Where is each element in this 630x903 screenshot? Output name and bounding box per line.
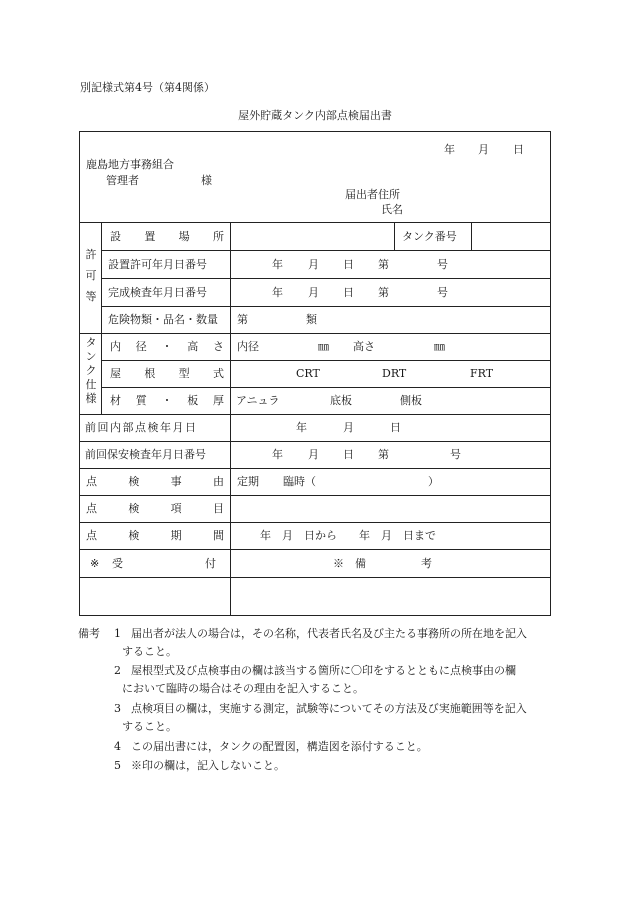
rule xyxy=(79,468,551,469)
inspection-reason-label xyxy=(86,476,224,487)
reason-temporary: 臨時（ xyxy=(283,475,316,488)
rule-label-column xyxy=(230,222,231,616)
note-number: 4 xyxy=(114,740,121,753)
completion-day: 日 xyxy=(343,286,354,299)
permit-day: 日 xyxy=(343,258,354,271)
label-char: 置 xyxy=(144,230,156,243)
date-year: 年 xyxy=(444,143,455,156)
notifier-address-label: 届出者住所 xyxy=(345,188,400,201)
tank-group-char: タ xyxy=(85,336,97,349)
note-text: 点検項目の欄は，実施する測定，試験等についてその方法及び実施範囲等を記入 xyxy=(131,702,527,715)
hazard-rui: 類 xyxy=(306,313,317,326)
rule xyxy=(79,549,551,550)
prev-safety-dai: 第 xyxy=(378,448,389,461)
reason-periodic: 定期 xyxy=(237,475,259,488)
prev-safety-year: 年 xyxy=(272,448,283,461)
label-char: さ xyxy=(213,340,224,353)
rule xyxy=(79,577,551,578)
label-char: 内 xyxy=(110,340,121,353)
note-text: 屋根型式及び点検事由の欄は該当する箇所に〇印をするとともに点検事由の欄 xyxy=(131,664,516,677)
tank-group-char: ン xyxy=(85,350,97,363)
permit-date-label: 設置許可年月日番号 xyxy=(108,258,207,271)
note-text-continued: において臨時の場合はその理由を記入すること。 xyxy=(122,682,364,695)
label-char: 期 xyxy=(170,529,182,542)
rule xyxy=(101,278,551,279)
rule xyxy=(79,522,551,523)
label-char: 屋 xyxy=(110,367,121,380)
label-char: 項 xyxy=(170,502,182,515)
addressee-organization: 鹿島地方事務組合 xyxy=(86,158,174,171)
rule xyxy=(101,306,551,307)
notes-heading: 備考 xyxy=(78,627,100,640)
note-number: 3 xyxy=(114,702,121,715)
date-day: 日 xyxy=(513,143,524,156)
rule-tankno xyxy=(394,222,395,250)
note-number: 2 xyxy=(114,664,121,677)
receipt-label: 受 xyxy=(112,557,123,570)
hazard-label: 危険物類・品名・数量 xyxy=(108,313,218,326)
receipt-mark: ※ xyxy=(90,557,100,570)
label-char: 由 xyxy=(212,475,224,488)
prev-safety-go: 号 xyxy=(450,448,461,461)
notifier-name-label: 氏名 xyxy=(381,203,403,216)
diameter-unit: ㎜ xyxy=(318,340,329,353)
tank-number-label: タンク番号 xyxy=(402,230,457,243)
addressee-honorific: 様 xyxy=(201,174,212,187)
label-char: 式 xyxy=(212,367,224,380)
note-number: 1 xyxy=(114,627,121,640)
completion-dai: 第 xyxy=(378,286,389,299)
rule xyxy=(101,360,551,361)
label-char: 点 xyxy=(86,529,97,542)
document-title: 屋外貯蔵タンク内部点検届出書 xyxy=(238,109,392,122)
completion-month: 月 xyxy=(308,286,319,299)
rule xyxy=(79,495,551,496)
form-number-label: 別記様式第4号（第4関係） xyxy=(80,81,215,94)
label-char: ・ xyxy=(161,340,173,353)
label-char: 検 xyxy=(128,502,140,515)
label-char: 径 xyxy=(135,340,147,353)
permit-group-char: 可 xyxy=(85,269,97,282)
label-char: 材 xyxy=(110,394,121,407)
inspection-period-label xyxy=(86,530,224,541)
permit-go: 号 xyxy=(437,258,448,271)
hazard-dai: 第 xyxy=(237,313,248,326)
label-char: 高 xyxy=(187,340,199,353)
roof-option-drt: DRT xyxy=(382,367,407,380)
inspection-items-label xyxy=(86,503,224,514)
label-char: 目 xyxy=(212,502,224,515)
material-thickness-label xyxy=(110,395,224,406)
prev-safety-month: 月 xyxy=(308,448,319,461)
location-label xyxy=(110,231,224,242)
label-char: 設 xyxy=(110,230,121,243)
completion-go: 号 xyxy=(437,286,448,299)
tank-group-char: 様 xyxy=(85,392,97,405)
label-char: 板 xyxy=(187,394,199,407)
label-char: 事 xyxy=(170,475,182,488)
remarks-label: ※ 備 考 xyxy=(333,557,432,570)
rule xyxy=(101,387,551,388)
height-label: 高さ xyxy=(353,340,375,353)
permit-group-label xyxy=(84,249,98,302)
note-text-continued: すること。 xyxy=(122,645,177,658)
rule-tankno-value xyxy=(471,222,472,250)
receipt-label-end: 付 xyxy=(205,557,216,570)
completion-date-label: 完成検査年月日番号 xyxy=(108,286,207,299)
height-unit: ㎜ xyxy=(434,340,445,353)
tank-group-char: ク xyxy=(85,364,97,377)
label-char: 間 xyxy=(212,529,224,542)
note-text: 届出者が法人の場合は，その名称，代表者氏名及び主たる事務所の所在地を記入 xyxy=(131,627,527,640)
permit-group-char: 許 xyxy=(85,248,97,261)
label-char: 厚 xyxy=(213,394,224,407)
label-char: 検 xyxy=(128,529,140,542)
label-char: 点 xyxy=(86,502,97,515)
annular-label: アニュラ xyxy=(236,394,280,407)
prev-safety-day: 日 xyxy=(343,448,354,461)
rule xyxy=(101,250,551,251)
permit-year: 年 xyxy=(272,258,283,271)
inspection-period-value: 年 月 日から 年 月 日まで xyxy=(260,529,436,542)
completion-year: 年 xyxy=(272,286,283,299)
permit-dai: 第 xyxy=(378,258,389,271)
inner-diameter-label: 内径 xyxy=(237,340,259,353)
prev-inspect-month: 月 xyxy=(343,421,354,434)
rule-group-divider xyxy=(79,333,551,334)
label-char: 所 xyxy=(212,230,224,243)
note-number: 5 xyxy=(114,759,121,772)
rule-header-bottom xyxy=(79,222,551,223)
permit-month: 月 xyxy=(308,258,319,271)
label-char: 質 xyxy=(135,394,147,407)
diameter-height-label xyxy=(110,341,224,352)
prev-inspect-day: 日 xyxy=(390,421,401,434)
note-text: ※印の欄は，記入しないこと。 xyxy=(131,759,285,772)
label-char: 検 xyxy=(128,475,140,488)
bottom-plate-label: 底板 xyxy=(330,394,352,407)
previous-safety-inspection-label: 前回保安検査年月日番号 xyxy=(85,448,206,461)
label-char: 型 xyxy=(178,367,190,380)
rule-group-column xyxy=(101,222,102,414)
rule-group-divider xyxy=(79,414,551,415)
previous-inspection-label: 前回内部点検年月日 xyxy=(85,421,198,434)
roof-option-crt: CRT xyxy=(296,367,320,380)
roof-option-frt: FRT xyxy=(470,367,494,380)
tank-group-char: 仕 xyxy=(85,378,97,391)
label-char: 場 xyxy=(178,230,190,243)
addressee-role: 管理者 xyxy=(106,174,139,187)
label-char: ・ xyxy=(161,394,173,407)
permit-group-char: 等 xyxy=(85,290,97,303)
label-char: 根 xyxy=(144,367,156,380)
note-text-continued: すること。 xyxy=(122,720,177,733)
reason-close-paren: ） xyxy=(428,475,439,488)
date-month: 月 xyxy=(478,143,489,156)
prev-inspect-year: 年 xyxy=(296,421,307,434)
note-text: この届出書には，タンクの配置図，構造図を添付すること。 xyxy=(131,740,428,753)
label-char: 点 xyxy=(86,475,97,488)
roof-type-label xyxy=(110,368,224,379)
rule xyxy=(79,441,551,442)
tank-spec-group-label xyxy=(84,337,98,404)
side-plate-label: 側板 xyxy=(400,394,422,407)
